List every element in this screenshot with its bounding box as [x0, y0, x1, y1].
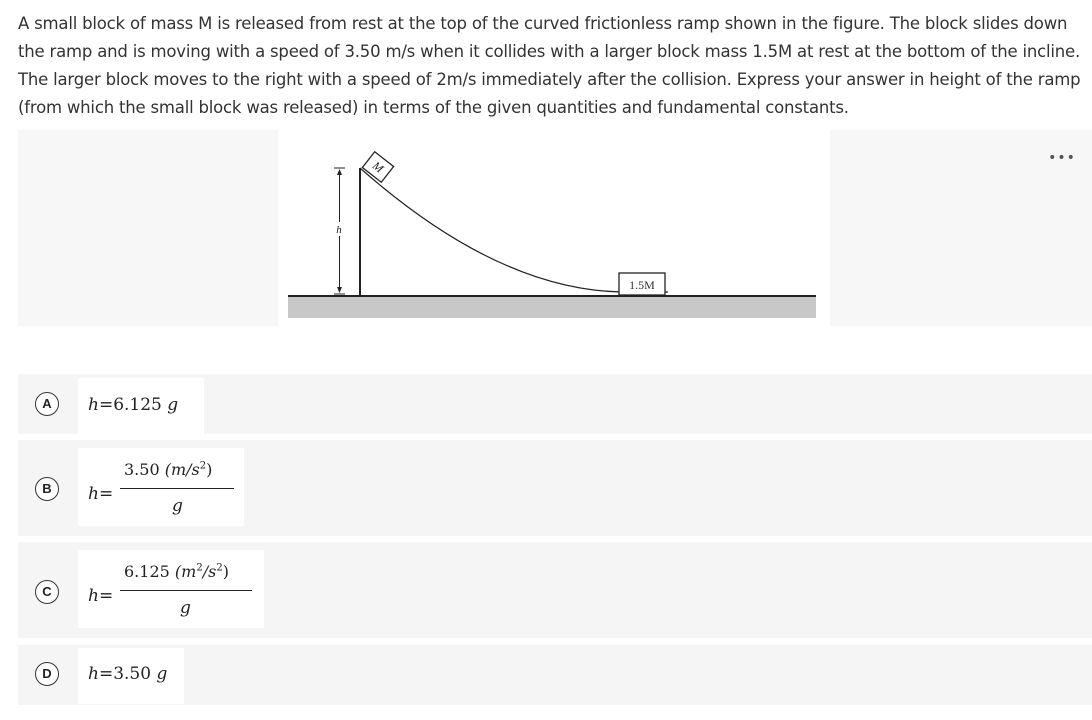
option-c-numerator: 6.125 $(m^2/s^2)$ [124, 562, 229, 581]
option-c-denominator: g [180, 598, 191, 618]
height-arrowhead-down [337, 287, 342, 293]
answer-option-b[interactable] [18, 440, 1092, 536]
option-b-expression [78, 448, 244, 526]
option-b-numerator: 3.50 $(m/s^2)$ [124, 460, 213, 479]
option-a-formula: h=6.125 g [88, 395, 179, 415]
option-letter-d: D [35, 662, 59, 686]
option-d-formula: h=3.50 g [88, 664, 168, 684]
answer-option-d[interactable] [18, 645, 1092, 705]
option-b-lhs: h= [88, 484, 114, 504]
ramp-curve [360, 168, 622, 292]
answer-option-c[interactable] [18, 542, 1092, 638]
answer-option-a[interactable] [18, 374, 1092, 434]
question-text: A small block of mass M is released from rest at the top of the curved frictionless ramp shown in the figure. The block slides down the ramp and is moving with a speed of 3.50 m/s when it collides with a larger block mass 1.5M at rest at the bottom of the incline. The larger block moves to the right with a speed of 2m/s immediately after the collision. Express your answer in height of the ramp (from which the small block was released) in terms of the given quantities and fundamental constants. [18, 14, 1081, 117]
small-block [362, 152, 393, 183]
option-letter-b: B [35, 477, 59, 501]
height-label: h [336, 224, 342, 236]
option-c-fraction-bar [120, 590, 252, 591]
height-arrowhead-up [337, 169, 342, 175]
option-c-expression [78, 550, 264, 628]
option-letter-c: C [35, 580, 59, 604]
option-d-expression [78, 648, 184, 704]
option-letter-a: A [35, 392, 59, 416]
ground-fill [288, 296, 816, 318]
option-c-lhs: h= [88, 586, 114, 606]
ramp-diagram [278, 130, 830, 326]
ramp-figure [278, 130, 830, 326]
more-options-button[interactable]: ••• [1048, 150, 1076, 166]
option-b-fraction-bar [120, 488, 234, 489]
option-a-expression [78, 378, 204, 434]
small-block-label: M [369, 158, 387, 176]
option-b-denominator: g [172, 496, 183, 516]
large-block-label: 1.5M [629, 278, 655, 292]
